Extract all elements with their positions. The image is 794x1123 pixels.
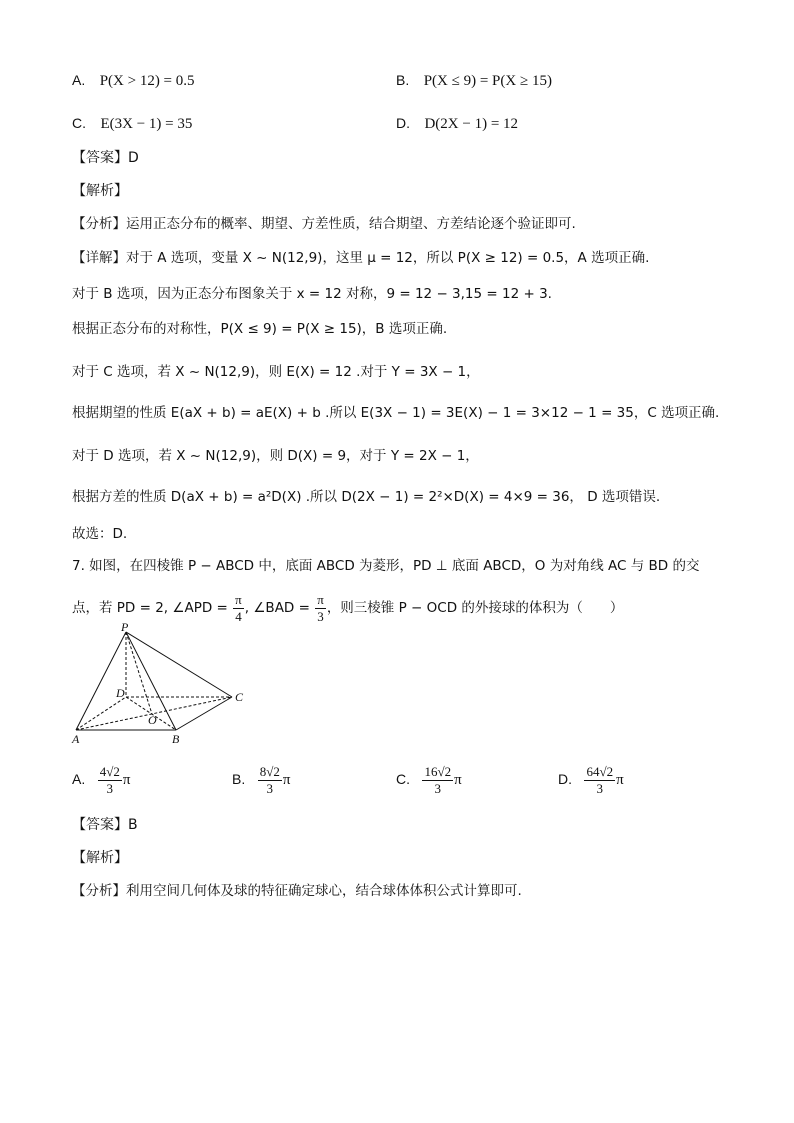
segment-po bbox=[126, 632, 152, 714]
q7-option-a: A. $\frac{4√2}{3}$ π bbox=[72, 763, 131, 796]
q7-option-b: B. $\frac{8√2}{3}$ π bbox=[232, 763, 291, 796]
edge-pa bbox=[76, 632, 126, 730]
q6-detail-line: 对于 C 选项，若 X ~ N(12,9)，则 E(X) = 12 .对于 Y = 3X − 1， bbox=[72, 364, 480, 380]
label-c: C bbox=[235, 690, 244, 704]
label-o: O bbox=[148, 713, 157, 727]
q6-analysis: 【分析】运用正态分布的概率、期望、方差性质，结合期望、方差结论逐个验证即可. bbox=[72, 216, 576, 232]
q6-detail-line: 根据期望的性质 E(aX + b) = aE(X) + b .所以 E(3X − 1) = 3E(X) − 1 = 3×12 − 1 = 35，C 选项正确. bbox=[72, 405, 720, 421]
option-fraction: $\frac{16√2}{3}$ bbox=[424, 763, 452, 796]
q6-option-d: D. D(2X − 1) = 12 bbox=[396, 115, 519, 132]
q6-answer: 【答案】D bbox=[72, 150, 139, 166]
q7-analysis: 【分析】利用空间几何体及球的特征确定球心，结合球体体积公式计算即可. bbox=[72, 883, 522, 899]
q6-detail-line: 对于 B 选项，因为正态分布图象关于 x = 12 对称，9 = 12 − 3,15 = 12 + 3. bbox=[72, 286, 552, 302]
label-d: D bbox=[116, 686, 125, 700]
label-p: P bbox=[121, 622, 129, 634]
fraction-pi-over-3: $\frac{\pi}{3}$ bbox=[317, 591, 324, 624]
pyramid-figure bbox=[66, 622, 256, 747]
q7-option-d: D. $\frac{64√2}{3}$ π bbox=[558, 763, 624, 796]
q6-option-c: C. E(3X − 1) = 35 bbox=[72, 115, 193, 132]
q6-option-a: A. P(X > 12) = 0.5 bbox=[72, 72, 195, 89]
q6-detail-line: 【详解】对于 A 选项，变量 X ~ N(12,9)，这里 μ = 12，所以 P(X ≥ 12) = 0.5，A 选项正确. bbox=[72, 250, 650, 266]
option-fraction: $\frac{4√2}{3}$ bbox=[99, 763, 120, 796]
edge-pc bbox=[126, 632, 232, 697]
q7-jiexi-heading: 【解析】 bbox=[72, 850, 128, 866]
label-b: B bbox=[172, 732, 180, 746]
q6-detail-line: 根据正态分布的对称性，P(X ≤ 9) = P(X ≥ 15)，B 选项正确. bbox=[72, 321, 448, 337]
q6-detail-line: 对于 D 选项，若 X ~ N(12,9)，则 D(X) = 9，对于 Y = 2X − 1， bbox=[72, 448, 479, 464]
q7-option-c: C. $\frac{16√2}{3}$ π bbox=[396, 763, 462, 796]
q6-jiexi-heading: 【解析】 bbox=[72, 183, 128, 199]
q6-conclusion: 故选：D. bbox=[72, 526, 128, 542]
label-a: A bbox=[72, 732, 80, 746]
edge-bc bbox=[176, 697, 232, 730]
q7-stem-line2 bbox=[72, 591, 623, 625]
q7-stem-part-a: 点，若 PD = 2, ∠APD = bbox=[72, 600, 233, 616]
q7-stem-part-b: , ∠BAD = bbox=[244, 600, 315, 616]
option-fraction: $\frac{64√2}{3}$ bbox=[586, 763, 614, 796]
option-fraction: $\frac{8√2}{3}$ bbox=[259, 763, 280, 796]
q6-detail-line: 根据方差的性质 D(aX + b) = a²D(X) .所以 D(2X − 1) = 2²×D(X) = 4×9 = 36， D 选项错误. bbox=[72, 489, 661, 505]
q7-stem-part-c: ，则三棱锥 P − OCD 的外接球的体积为（ ） bbox=[326, 600, 624, 616]
q6-option-b: B. P(X ≤ 9) = P(X ≥ 15) bbox=[396, 72, 552, 89]
q7-answer: 【答案】B bbox=[72, 817, 138, 833]
fraction-pi-over-4: $\frac{\pi}{4}$ bbox=[235, 591, 242, 624]
q7-stem-line1: 7. 如图，在四棱锥 P − ABCD 中，底面 ABCD 为菱形，PD ⊥ 底面 ABCD，O 为对角线 AC 与 BD 的交 bbox=[72, 558, 700, 574]
